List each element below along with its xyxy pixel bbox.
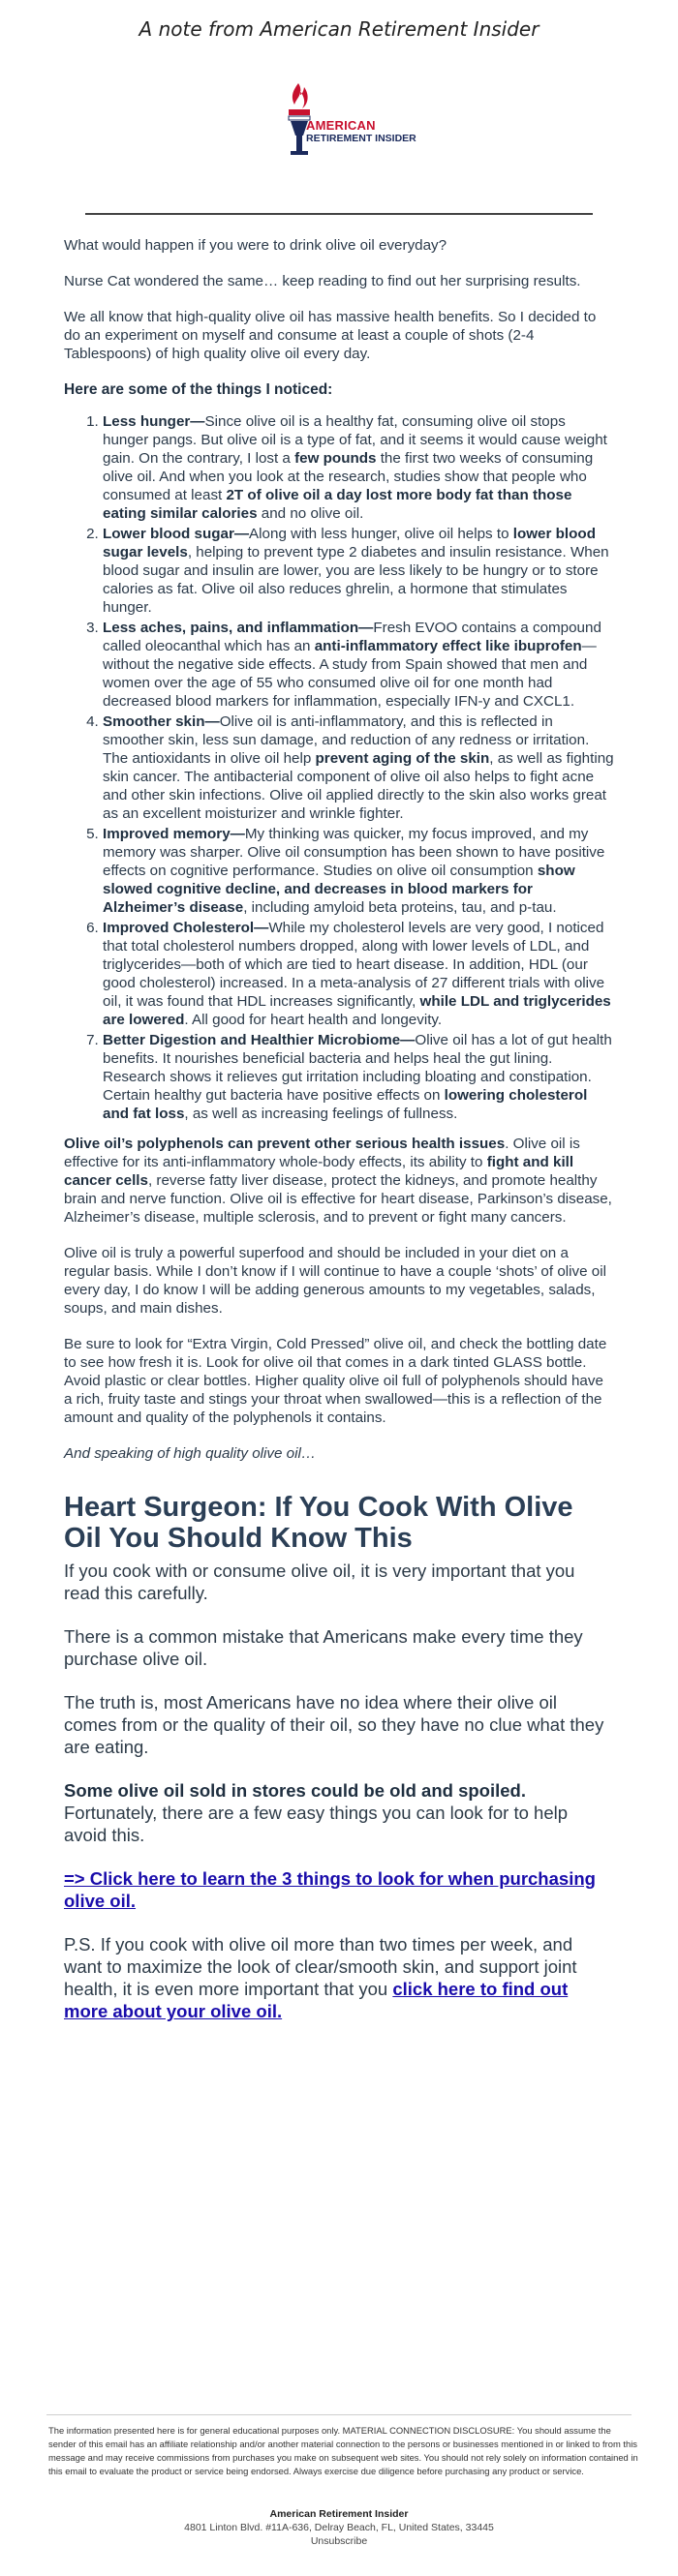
- disclaimer-text: The information presented here is for general educational purposes only. MATERIAL CONNECTION DISCLOSURE: You should assume the sender of this email has an affiliate relationship and/or another material connection to the persons or businesses mentioned in or linked to from this message and may receive commissions from purchases you make on subsequent web sites. You should not rely solely on information contained in this email to evaluate the product or service being endorsed. Always exercise due diligence before purchasing any product or service.: [48, 2425, 638, 2476]
- surgeon-paragraph-2: There is a common mistake that Americans make every time they purchase olive oil.: [64, 1626, 583, 1669]
- list-item: 1. Less hunger—Since olive oil is a healthy fat, consuming olive oil stops hunger pangs. But olive oil is a type of fat, and it seems it would cause weight gain. On the contrary, I lost a few pounds the first two weeks of consuming olive oil. And when you look at the research, studies show that people who consumed at least 2T of olive oil a day lost more body fat than those eating similar calories and no olive oil.: [103, 412, 614, 523]
- list-item: 3. Less aches, pains, and inflammation—Fresh EVOO contains a compound called oleocanthal which has an anti-inflammatory effect like ibuprofen—without the negative side effects. A study from Spain showed that men and women over the age of 55 who consumed olive oil for one month had decreased blood markers for inflammation, especially IFN-y and CXCL1.: [103, 619, 614, 711]
- superfood-paragraph: Olive oil is truly a powerful superfood and should be included in your diet on a regular basis. While I don’t know if I will continue to have a couple ‘shots’ of olive oil every day, I do know I will be adding generous amounts to my vegetables, salads, soups, and main dishes.: [64, 1245, 606, 1317]
- list-item: 7. Better Digestion and Healthier Microbiome—Olive oil has a lot of gut health benefits. It nourishes beneficial bacteria and helps heal the gut lining. Research shows it relieves gut irritation including bloating and constipation. Certain healthy gut bacteria have positive effects on lowering cholesterol and fat loss, as well as increasing feelings of fullness.: [103, 1031, 614, 1123]
- bold-phrase: lowering cholesterol and fat loss: [103, 1087, 588, 1122]
- bold-phrase: Less hunger—: [103, 413, 205, 430]
- email-header-title: A note from American Retirement Insider: [139, 17, 539, 41]
- spoiled-rest: Fortunately, there are a few easy things you can look for to help avoid this.: [64, 1803, 569, 1845]
- bold-phrase: Improved Cholesterol—: [103, 920, 269, 936]
- intro-paragraph-1: Nurse Cat wondered the same… keep reading to find out her surprising results.: [64, 273, 581, 289]
- bold-phrase: prevent aging of the skin: [315, 750, 490, 767]
- list-item: 5. Improved memory—My thinking was quicker, my focus improved, and my memory was sharper. Olive oil consumption has been shown to have positive effects on cognitive performance. Studies on olive oil consumption show slowed cognitive decline, and decreases in blood markers for Alzheimer’s disease, including amyloid beta proteins, tau, and p-tau.: [103, 825, 614, 917]
- spoiled-warning: Some olive oil sold in stores could be old and spoiled.: [64, 1780, 526, 1801]
- bold-phrase: while LDL and triglycerides are lowered: [103, 993, 611, 1028]
- company-address: 4801 Linton Blvd. #11A-636, Delray Beach, FL, United States, 33445: [184, 2522, 494, 2533]
- bold-phrase: Less aches, pains, and inflammation—: [103, 620, 374, 636]
- bold-phrase: anti-inflammatory effect like ibuprofen: [314, 638, 582, 654]
- intro-paragraph-2: We all know that high-quality olive oil has massive health benefits. So I decided to do an experiment on myself and consume at least a couple of shots (2-4 Tablespoons) of high quality olive oil every day.: [64, 309, 597, 362]
- learn-three-things-link[interactable]: => Click here to learn the 3 things to look for when purchasing olive oil.: [64, 1868, 596, 1911]
- footer-divider: [46, 2414, 632, 2415]
- logo-text-line1: AMERICAN: [306, 118, 376, 133]
- company-info: [0, 2507, 678, 2548]
- benefit-list: [64, 412, 614, 1123]
- logo-text-line2: RETIREMENT INSIDER: [306, 133, 416, 144]
- bold-phrase: few pounds: [294, 450, 377, 467]
- bold-phrase: Olive oil’s polyphenols can prevent other serious health issues: [64, 1136, 506, 1152]
- bold-phrase: fight and kill cancer cells: [64, 1154, 574, 1189]
- surgeon-paragraph-1: If you cook with or consume olive oil, it is very important that you read this carefully.: [64, 1561, 575, 1603]
- speaking-of-line: And speaking of high quality olive oil…: [64, 1445, 317, 1462]
- bold-phrase: Lower blood sugar—: [103, 526, 250, 542]
- polyphenols-paragraph: Olive oil’s polyphenols can prevent other serious health issues. Olive oil is effective for its anti-inflammatory whole-body effects, its ability to fight and kill cancer cells, reverse fatty liver disease, protect the kidneys, and promote healthy brain and nerve function. Olive oil is effective for heart disease, Parkinson’s disease, Alzheimer’s disease, multiple sclerosis, and to prevent or fight many cancers.: [64, 1136, 612, 1226]
- header-divider: [85, 213, 593, 215]
- ps-text: P.S. If you cook with olive oil more than two times per week, and want to maximize the look of clear/smooth skin, and support joint health, it is even more important that you: [64, 1934, 577, 1999]
- list-item: 6. Improved Cholesterol—While my cholesterol levels are very good, I noticed that total cholesterol numbers dropped, along with lower levels of LDL, and triglycerides—both of which are tied to heart disease. In addition, HDL (our good cholesterol) increased. In a meta-analysis of 27 different trials with olive oil, it was found that HDL increases significantly, while LDL and triglycerides are lowered. All good for heart health and longevity.: [103, 919, 614, 1029]
- surgeon-heading: Heart Surgeon: If You Cook With Olive Oil You Should Know This: [64, 1492, 573, 1554]
- list-item: 2. Lower blood sugar—Along with less hunger, olive oil helps to lower blood sugar levels, helping to prevent type 2 diabetes and insulin resistance. When blood sugar and insulin are lower, you are less likely to be hungry or to store calories as fat. Olive oil also reduces ghrelin, a hormone that stimulates hunger.: [103, 525, 614, 617]
- bold-phrase: 2T of olive oil a day lost more body fat than those eating similar calories: [103, 487, 572, 522]
- list-item: 4. Smoother skin—Olive oil is anti-inflammatory, and this is reflected in smoother skin, less sun damage, and reduction of any redness or irritation. The antioxidants in olive oil help prevent aging of the skin, as well as fighting skin cancer. The antibacterial component of olive oil also helps to fight acne and other skin infections. Olive oil applied directly to the skin also works great as an excellent moisturizer and wrinkle fighter.: [103, 712, 614, 823]
- look-for-paragraph: Be sure to look for “Extra Virgin, Cold Pressed” olive oil, and check the bottling date to see how fresh it is. Look for olive oil that comes in a dark tinted GLASS bottle. Avoid plastic or clear bottles. Higher quality olive oil full of polyphenols should have a rich, fruity taste and stings your throat when swallowed—this is a reflection of the amount and quality of the polyphenols it contains.: [64, 1336, 607, 1426]
- surgeon-paragraph-4: [64, 1779, 614, 1846]
- unsubscribe-link[interactable]: Unsubscribe: [310, 2535, 368, 2547]
- bold-phrase: Smoother skin—: [103, 713, 220, 730]
- intro-question: What would happen if you were to drink olive oil everyday?: [64, 237, 447, 254]
- noticed-heading: Here are some of the things I noticed:: [64, 381, 333, 398]
- bold-phrase: Better Digestion and Healthier Microbiome—: [103, 1032, 416, 1048]
- find-out-more-link[interactable]: click here to find out more about your olive oil.: [64, 1979, 569, 2021]
- company-logo: [277, 77, 416, 161]
- bold-phrase: show slowed cognitive decline, and decreases in blood markers for Alzheimer’s disease: [103, 863, 575, 916]
- ps-paragraph: [64, 1933, 614, 2022]
- company-name: American Retirement Insider: [269, 2508, 409, 2520]
- bold-phrase: lower blood sugar levels: [103, 526, 596, 561]
- email-body: [64, 236, 614, 2044]
- bold-phrase: Improved memory—: [103, 826, 245, 842]
- surgeon-section: [64, 1560, 614, 2022]
- surgeon-paragraph-3: The truth is, most Americans have no idea where their olive oil comes from or the quality of their oil, so they have no clue what they are eating.: [64, 1692, 604, 1757]
